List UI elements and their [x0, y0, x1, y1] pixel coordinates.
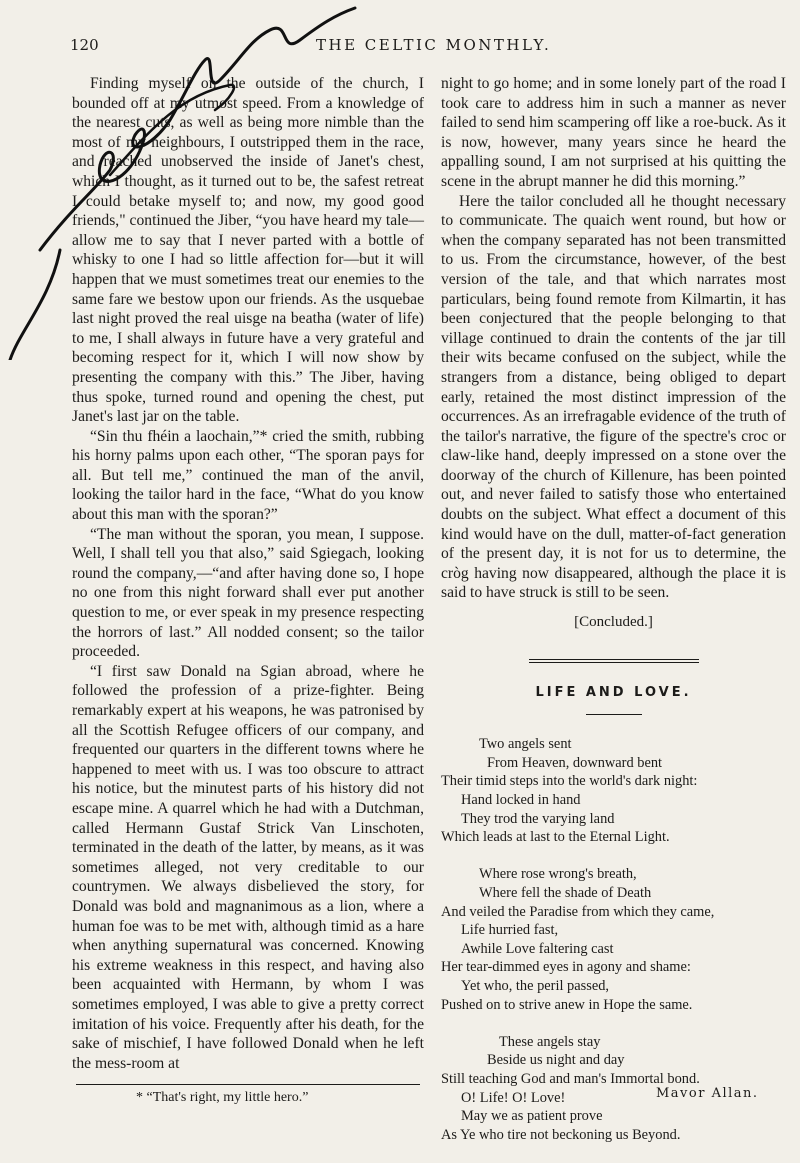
poem-title: LIFE AND LOVE.: [535, 684, 692, 700]
title-rule: [586, 714, 642, 715]
paragraph: “The man without the sporan, you mean, I suppose. Well, I shall tell you that also,” said Sgiegach, looking round the company,—“and after having done so, I hope no one from this night forward shall ever put another question to me, or ever speak in my presence respecting the horrors of last.” All nodded consent; so the tailor proceeded.: [72, 525, 424, 661]
poem-line: Life hurried fast,: [461, 922, 559, 939]
paragraph: Here the tailor concluded all he thought necessary to communicate. The quaich went round, but how or when the company separated has not been transmitted to us. From the circumstance, however, of the best version of the tale, and that which narrates most particulars, being found remote from Kilmartin, it has been conjectured that the people belonging to that village continued to drain the contents of the jar till their wits became confused on the subject, while the strangers from a distance, being obliged to depart early, retained the most distinct impression of the occurrences. As an irrefragable evidence of the truth of the tailor's narrative, the figure of the spectre's croc or claw-like hand, deeply impressed on a stone over the doorway of the church of Killenure, has been pointed out, and never failed to satisfy those who entertained doubts on the subject. What effect a document of this kind would have on the dull, matter-of-fact generation of the present day, it is not for us to determine, the cròg having now disappeared, although the place it is said to have struck is still to be seen.: [441, 192, 786, 602]
paragraph: Finding myself on the outside of the church, I bounded off at my utmost speed. From a knowledge of the nearest cuts, as well as being more nimble than the most of my neighbours, I outstripped them in the race, and reached unobserved the inside of Janet's chest, which I thought, as it turned out to be, the safest retreat I could betake myself to; and now, my good good friends," continued the Jiber, “you have heard my tale—allow me to say that I never parted with a bottle of whisky to one I had so little affection for—but it will happen that we must sometimes treat our enemies to the same fare we bestow upon our friends. As the usquebae last night proved the real uisge na beatha (water of life) to me, I shall always in future have a very grateful and becoming respect for it, which I will now show by presenting the company with this.” The Jiber, having thus spoke, turned round and opening the chest, put Janet's last jar on the table.: [72, 75, 424, 426]
paragraph: “I first saw Donald na Sgian abroad, where he followed the profession of a prize-fighter. Being remarkably expert at his weapons, he was patronised by all the Scottish Refugee officers of our company, and frequented our quarters in the different towns where he happened to meet with us. I was too obscure to attract his notice, but the minutest parts of his history did not escape mine. A quarrel which he had with a Dutchman, called Hermann Gustaf Strick Van Linschoten, terminated in the death of the latter, by means, as it was sometimes alleged, not very creditable to our countrymen. We always disbelieved the story, for Donald was bold and magnanimous as a lion, where a human foe was to be met with, although timid as a hare when anything supernatural was concerned. Knowing his extreme weakness in this respect, and having also been acquainted with Hermann, by whom I was sometimes employed, I was able to give a pretty correct imitation of his voice. Frequently after his death, for the sake of mischief, I have followed Donald when he left the mess-room at: [72, 662, 424, 1072]
poem-line: Yet who, the peril passed,: [461, 977, 610, 994]
poem-line: Beside us night and day: [487, 1052, 625, 1069]
poem-line: Hand locked in hand: [461, 792, 581, 808]
poem-author: Mavor Allan.: [656, 1086, 759, 1101]
poem-line: And veiled the Paradise from which they came,: [441, 903, 715, 920]
poem-line: Still teaching God and man's Immortal bond.: [441, 1070, 700, 1087]
poem-line: From Heaven, downward bent: [487, 754, 663, 771]
concluded-mark: [Concluded.]: [574, 614, 653, 631]
poem-line: May we as patient prove: [461, 1108, 603, 1125]
paragraph: night to go home; and in some lonely part of the road I took care to address him in such a manner as never failed to send him scampering off like a roe-buck. As it is now, however, many years since he heard the appalling sound, I am not surprised at his quitting the scene in the abrupt manner he did this morning.”: [441, 75, 786, 190]
stanza: [441, 865, 786, 1014]
poem-line: Two angels sent: [479, 736, 572, 753]
running-title: THE CELTIC MONTHLY.: [316, 36, 552, 54]
poem-line: They trod the varying land: [461, 810, 615, 827]
signature-loop: [110, 85, 234, 175]
footnote: * “That's right, my little hero.”: [136, 1090, 309, 1105]
poem-line: These angels stay: [499, 1033, 601, 1050]
poem: [441, 735, 786, 1144]
poem-line: Where rose wrong's breath,: [479, 866, 637, 883]
poem-line: Their timid steps into the world's dark night:: [441, 773, 698, 790]
paragraph: “Sin thu fhéin a laochain,”* cried the smith, rubbing his horny palms upon each other, “The sporan pays for all. But tell me,” continued the man of the anvil, looking the tailor hard in the face, “What do you know about this man with the sporan?”: [72, 427, 424, 524]
footnote-rule: [76, 1084, 420, 1085]
poem-line: Her tear-dimmed eyes in agony and shame:: [441, 959, 691, 976]
stanza: [441, 735, 786, 847]
page-number: 120: [70, 36, 99, 54]
poem-line: Where fell the shade of Death: [479, 884, 652, 901]
poem-line: Which leads at last to the Eternal Light.: [441, 829, 670, 846]
poem-line: As Ye who tire not beckoning us Beyond.: [441, 1126, 681, 1143]
signature-stroke: [10, 8, 355, 360]
poem-line: Pushed on to strive anew in Hope the same.: [441, 996, 693, 1013]
handwritten-signature: [0, 0, 400, 360]
poem-line: O! Life! O! Love!: [461, 1089, 566, 1106]
poem-line: Awhile Love faltering cast: [461, 940, 614, 957]
section-divider: [529, 659, 699, 663]
right-column: [441, 74, 786, 1163]
